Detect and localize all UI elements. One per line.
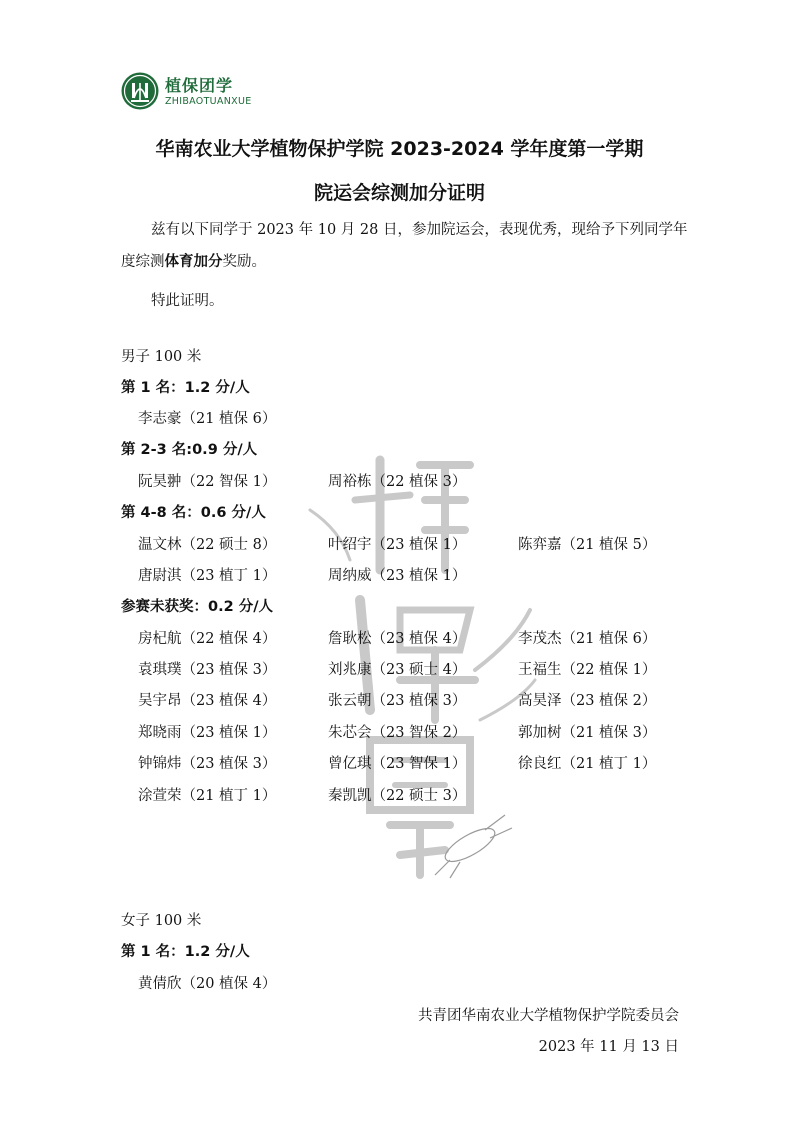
list-item: 周裕栋（22 植保 3） <box>328 474 467 490</box>
intro-paragraph <box>121 214 691 278</box>
list-item: 刘兆康（23 硕士 4） <box>328 662 467 678</box>
certify-paragraph <box>121 285 691 317</box>
women-first-place-label: 第 1 名：1.2 分/人 <box>121 944 250 960</box>
list-item: 温文林（22 硕士 8） <box>138 537 277 553</box>
logo <box>120 71 270 117</box>
list-item: 郑晓雨（23 植保 1） <box>138 725 277 741</box>
signature-date: 2023 年 11 月 13 日 <box>538 1039 679 1055</box>
intro-bold-text: 体育加分 <box>164 254 223 270</box>
document-title-line1: 华南农业大学植物保护学院 2023-2024 学年度第一学期 <box>155 138 644 160</box>
list-item: 詹耿松（23 植保 4） <box>328 631 467 647</box>
list-item: 涂萱荣（21 植丁 1） <box>138 788 277 804</box>
list-item: 袁琪璞（23 植保 3） <box>138 662 277 678</box>
certify-text: 特此证明。 <box>151 293 224 309</box>
list-item: 黄倩欣（20 植保 4） <box>138 976 277 992</box>
list-item: 秦凯凯（22 硕士 3） <box>328 788 467 804</box>
men-fourth-place-label: 第 4-8 名：0.6 分/人 <box>121 505 266 521</box>
list-item: 周纳威（23 植保 1） <box>328 568 467 584</box>
list-item: 钟锦炜（23 植保 3） <box>138 756 277 772</box>
list-item: 吴宇昂（23 植保 4） <box>138 693 277 709</box>
section-heading-men-100m: 男子 100 米 <box>121 349 202 365</box>
list-item: 李茂杰（21 植保 6） <box>518 631 657 647</box>
men-participant-label: 参赛未获奖：0.2 分/人 <box>121 599 274 615</box>
document-title-line2: 院运会综测加分证明 <box>313 182 485 204</box>
list-item: 徐良红（21 植丁 1） <box>518 756 657 772</box>
logo-emblem-icon <box>120 71 160 111</box>
list-item: 高昊泽（23 植保 2） <box>518 693 657 709</box>
list-item: 王福生（22 植保 1） <box>518 662 657 678</box>
list-item: 曾亿琪（23 智保 1） <box>328 756 467 772</box>
section-heading-women-100m: 女子 100 米 <box>121 913 202 929</box>
list-item: 朱芯会（23 智保 2） <box>328 725 467 741</box>
list-item: 陈弈嘉（21 植保 5） <box>518 537 657 553</box>
logo-text-en: ZHIBAOTUANXUE <box>165 96 252 107</box>
list-item: 叶绍宇（23 植保 1） <box>328 537 467 553</box>
intro-text-end: 奖励。 <box>222 254 266 270</box>
list-item: 李志豪（21 植保 6） <box>138 411 277 427</box>
list-item: 郭加树（21 植保 3） <box>518 725 657 741</box>
men-first-place-label: 第 1 名：1.2 分/人 <box>121 380 250 396</box>
men-second-place-label: 第 2-3 名:0.9 分/人 <box>121 442 258 458</box>
logo-text-cn: 植保团学 <box>165 76 234 95</box>
intro-text: 兹有以下同学于 2023 年 10 月 28 日，参加院运会，表现优秀，现给予下列同学年度综测 <box>121 222 688 270</box>
signature-organization: 共青团华南农业大学植物保护学院委员会 <box>418 1008 679 1024</box>
list-item: 房杞航（22 植保 4） <box>138 631 277 647</box>
list-item: 张云朝（23 植保 3） <box>328 693 467 709</box>
list-item: 唐尉淇（23 植丁 1） <box>138 568 277 584</box>
list-item: 阮昊翀（22 智保 1） <box>138 474 277 490</box>
